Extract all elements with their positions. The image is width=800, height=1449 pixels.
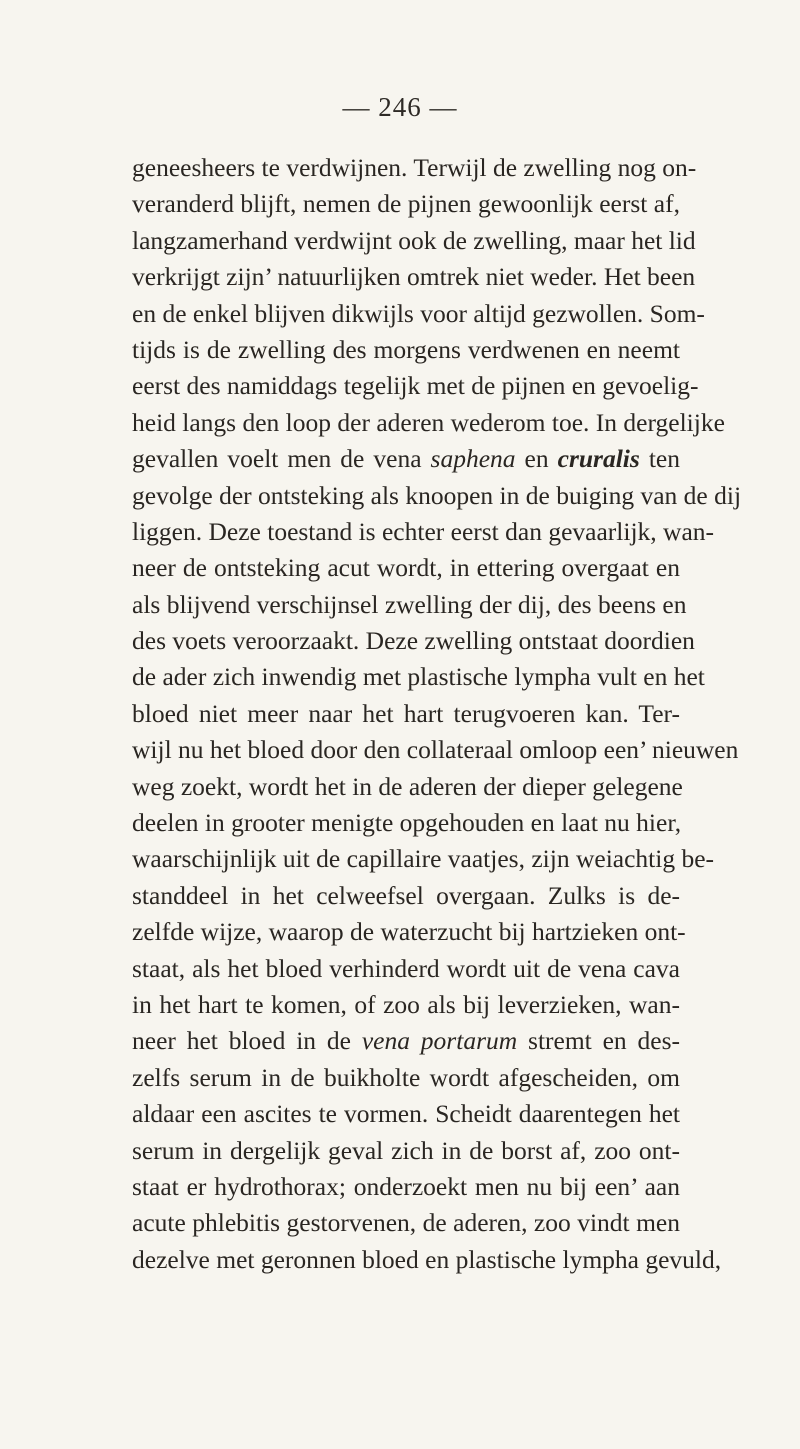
text-line: acute phlebitis gestorvenen, de aderen, zoo vindt men — [132, 1208, 680, 1238]
text-line: in het hart te komen, of zoo als bij leverzieken, wan- — [132, 989, 680, 1019]
text-line: aldaar een ascites te vormen. Scheidt daarentegen het — [132, 1099, 680, 1129]
italic-term-vena-portarum: vena portarum — [361, 1026, 518, 1056]
text-line: zelfs serum in de buikholte wordt afgescheiden, om — [132, 1062, 680, 1092]
text-line: deelen in grooter menigte opgehouden en laat nu hier, — [132, 808, 682, 838]
text-line: staat er hydrothorax; onderzoekt men nu bij een’ aan — [132, 1171, 680, 1201]
text-line: verkrijgt zijn’ natuurlijken omtrek niet weder. Het been — [132, 262, 696, 292]
text-line: wijl nu het bloed door den collateraal omloop een’ nieuwen — [132, 735, 739, 765]
page-number-header: — 246 — — [342, 92, 458, 122]
text-line: weg zoekt, wordt het in de aderen der dieper gelegene — [132, 771, 683, 801]
text-line: staat, als het bloed verhinderd wordt uit de vena cava — [132, 953, 680, 983]
body-text — [132, 150, 742, 1278]
italic-term-cruralis: cruralis — [557, 444, 640, 474]
text-line: dezelve met geronnen bloed en plastische lympha gevuld, — [132, 1244, 722, 1274]
text-line: gevallen voelt men de vena saphena en cruralis ten — [132, 444, 680, 474]
text-line: eerst des namiddags tegelijk met de pijnen en gevoelig- — [132, 371, 699, 401]
text-line: standdeel in het celweefsel overgaan. Zulks is de- — [132, 880, 680, 910]
text-line: des voets veroorzaakt. Deze zwelling ontstaat doordien — [132, 626, 695, 656]
text-line: liggen. Deze toestand is echter eerst dan gevaarlijk, wan- — [132, 516, 715, 546]
text-line: neer de ontsteking acut wordt, in ettering overgaat en — [132, 553, 680, 583]
text-line: neer het bloed in de vena portarum stremt en des- — [132, 1026, 681, 1056]
text-line: langzamerhand verdwijnt ook de zwelling, maar het lid — [132, 225, 696, 255]
italic-term-saphena: saphena — [430, 444, 516, 474]
text-line: zelfde wijze, waarop de waterzucht bij hartzieken ont- — [132, 917, 686, 947]
text-line: bloed niet meer naar het hart terugvoeren kan. Ter- — [132, 698, 680, 728]
text-line: de ader zich inwendig met plastische lympha vult en het — [132, 662, 705, 692]
text-line: geneesheers te verdwijnen. Terwijl de zwelling nog on- — [132, 153, 697, 182]
text-line: waarschijnlijk uit de capillaire vaatjes, zijn weiachtig be- — [132, 844, 715, 874]
text-line: heid langs den loop der aderen wederom toe. In dergelijke — [132, 407, 725, 437]
text-line: gevolge der ontsteking als knoopen in de buiging van de dij — [132, 480, 742, 510]
text-line: tijds is de zwelling des morgens verdwenen en neemt — [132, 334, 680, 364]
text-line: veranderd blijft, nemen de pijnen gewoonlijk eerst af, — [132, 189, 680, 219]
text-line: als blijvend verschijnsel zwelling der dij, des beens en — [132, 589, 687, 619]
text-line: serum in dergelijk geval zich in de borst af, zoo ont- — [132, 1135, 680, 1165]
text-line: en de enkel blijven dikwijls voor altijd gezwollen. Som- — [132, 298, 705, 328]
